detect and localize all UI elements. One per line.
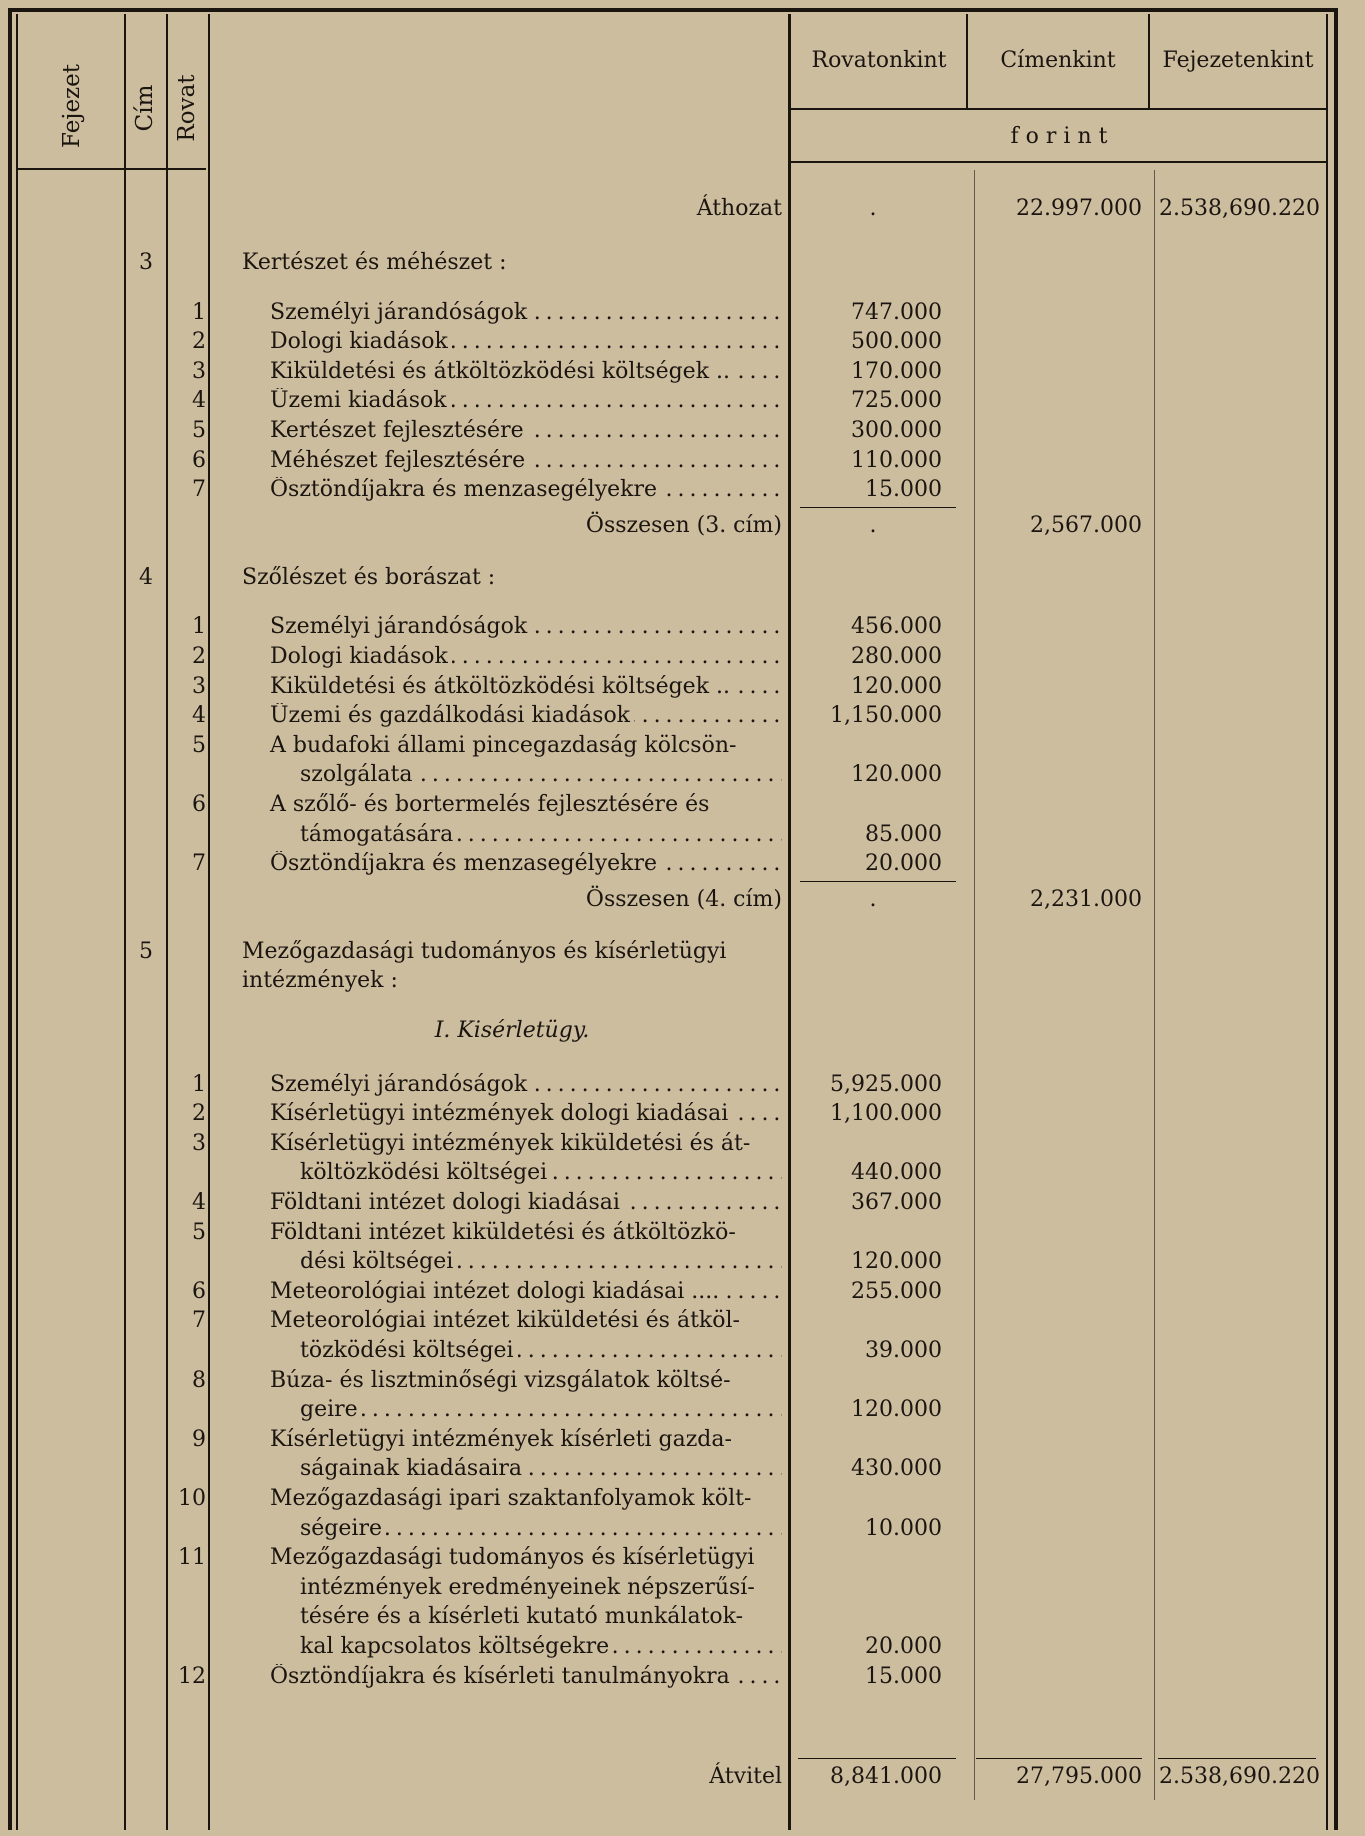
- item-text-line: Méhészet fejlesztésére . . .: [270, 448, 782, 474]
- item-value: 367.000: [851, 1190, 942, 1215]
- item-value: 120.000: [851, 762, 942, 788]
- item-text-line: ságainak kiadásaira . . .: [300, 1456, 782, 1482]
- item-text-line: Dologi kiadások . . .: [270, 644, 782, 670]
- header-rovatonkint: Rovatonkint: [811, 48, 947, 73]
- item-value: 20.000: [865, 1634, 942, 1659]
- item-text-line: Mezőgazdasági ipari szaktanfolyamok költ-: [270, 1486, 752, 1511]
- atvitel-rule-fejezet: [1158, 1758, 1316, 1759]
- item-value: 725.000: [851, 388, 942, 414]
- outer-border-left-inner: [16, 14, 18, 1830]
- item-value: 440.000: [851, 1160, 942, 1186]
- header-sub-rule: [790, 108, 1328, 110]
- header-cimenkint: Címenkint: [1000, 48, 1116, 73]
- item-text-line: A szőlő- és bortermelés fejlesztésére és: [270, 792, 710, 817]
- item-rovat-number: 7: [192, 851, 206, 877]
- item-text-line: geire . . .: [300, 1397, 782, 1423]
- item-rovat-number: 5: [192, 732, 206, 758]
- item-rovat-number: 5: [192, 418, 206, 443]
- item-value: 280.000: [851, 644, 942, 669]
- item-text-line: Meteorológiai intézet kiküldetési és átköl-: [270, 1308, 740, 1334]
- item-rovat-number: 5: [192, 1219, 206, 1245]
- col-divider-4: [788, 14, 791, 1830]
- item-text-line: Kiküldetési és átköltözködési költségek .. . . .: [270, 674, 782, 700]
- section-total-label: Összesen (3. cím): [585, 512, 782, 538]
- item-value: 10.000: [865, 1515, 942, 1541]
- item-value: 110.000: [851, 447, 942, 473]
- item-rovat-number: 1: [192, 299, 206, 325]
- item-text-line: tözködési költségei . . .: [300, 1338, 782, 1364]
- atvitel-rovat: 8,841.000: [830, 1764, 942, 1789]
- col-divider-5-body: [974, 170, 975, 1800]
- atvitel-rule-cim: [976, 1758, 1142, 1759]
- item-rovat-number: 3: [192, 358, 206, 384]
- outer-border-top: [8, 8, 1338, 12]
- item-text-line: költözködési költségei . . .: [300, 1160, 782, 1186]
- item-value: 20.000: [865, 851, 942, 877]
- item-value: 15.000: [865, 1663, 942, 1689]
- item-text-line: Mezőgazdasági tudományos és kísérletügyi: [270, 1545, 755, 1571]
- subtotal-rule: [800, 881, 956, 882]
- item-value: 5,925.000: [830, 1071, 942, 1097]
- item-text-line: Személyi járandóságok . . .: [270, 614, 782, 640]
- item-text-line: Dologi kiadások . . .: [270, 329, 782, 355]
- item-rovat-number: 6: [192, 792, 206, 817]
- item-text-line: Személyi járandóságok . . .: [270, 300, 782, 326]
- item-text-line: Ösztöndíjakra és menzasegélyekre . . .: [270, 477, 782, 503]
- item-rovat-number: 4: [192, 703, 206, 729]
- athozat-label: Áthozat: [696, 196, 782, 221]
- item-rovat-number: 3: [192, 1130, 206, 1156]
- item-text-line: Kísérletügyi intézmények kísérleti gazda-: [270, 1426, 732, 1452]
- item-value: 1,100.000: [830, 1101, 942, 1127]
- item-text-line: Üzemi kiadások . . .: [270, 388, 782, 414]
- item-value: 255.000: [851, 1278, 942, 1304]
- item-text-line: Földtani intézet dologi kiadásai . . .: [270, 1190, 782, 1216]
- item-text-line: Búza- és lisztminőségi vizsgálatok költsé-: [270, 1367, 731, 1393]
- header-cim: Cím: [132, 84, 158, 132]
- item-rovat-number: 2: [192, 329, 206, 355]
- item-text-line: Kiküldetési és átköltözködési költségek .. . . .: [270, 359, 782, 385]
- header-currency: f o r i n t: [1010, 124, 1108, 149]
- section-total-label: Összesen (4. cím): [585, 886, 782, 912]
- section-total-rovat: .: [869, 512, 877, 538]
- item-rovat-number: 3: [192, 673, 206, 699]
- header-fejezetenkint: Fejezetenkint: [1162, 48, 1314, 73]
- header-rule-right: [790, 161, 1328, 163]
- atvitel-fejezet: 2.538,690.220: [1159, 1764, 1320, 1789]
- item-text-line: Földtani intézet kiküldetési és átköltözkö-: [270, 1219, 736, 1245]
- item-value: 300.000: [851, 418, 942, 443]
- item-value: 120.000: [851, 1397, 942, 1423]
- atvitel-rule-rovat: [798, 1758, 956, 1759]
- item-value: 39.000: [865, 1338, 942, 1363]
- item-rovat-number: 11: [178, 1545, 206, 1571]
- athozat-fejezet: 2.538,690.220: [1159, 196, 1320, 221]
- section-cim-number: 4: [139, 564, 153, 590]
- item-rovat-number: 7: [192, 1308, 206, 1334]
- item-text-line: Kísérletügyi intézmények dologi kiadásai . . .: [270, 1101, 782, 1127]
- item-text-line: A budafoki állami pincegazdaság kölcsön-: [270, 732, 737, 758]
- item-text-line: Ösztöndíjakra és kísérleti tanulmányokra . . .: [270, 1664, 782, 1690]
- section-title-line: Mezőgazdasági tudományos és kísérletügyi: [242, 938, 727, 964]
- item-text-line: Kísérletügyi intézmények kiküldetési és át-: [270, 1130, 751, 1156]
- item-rovat-number: 2: [192, 1101, 206, 1127]
- col-divider-6-body: [1154, 170, 1155, 1800]
- item-text-line: Kertészet fejlesztésére . . .: [270, 418, 782, 444]
- item-value: 120.000: [851, 673, 942, 699]
- atvitel-label: Átvitel: [709, 1764, 782, 1789]
- item-text-line: szolgálata . . .: [300, 762, 782, 788]
- item-rovat-number: 10: [178, 1486, 206, 1511]
- item-rovat-number: 2: [192, 644, 206, 669]
- item-text-line: Személyi járandóságok . . .: [270, 1072, 782, 1098]
- item-text-line: kal kapcsolatos költségekre . . .: [300, 1634, 782, 1660]
- item-text-line: támogatására . . .: [300, 822, 782, 848]
- item-rovat-number: 12: [178, 1663, 206, 1689]
- item-rovat-number: 6: [192, 447, 206, 473]
- item-value: 456.000: [851, 614, 942, 640]
- col-divider-3: [208, 14, 210, 1830]
- section-subtitle: I. Kisérletügy.: [434, 1018, 590, 1043]
- item-text-line: Ösztöndíjakra és menzasegélyekre . . .: [270, 851, 782, 877]
- item-value: 120.000: [851, 1249, 942, 1275]
- item-rovat-number: 8: [192, 1367, 206, 1393]
- item-rovat-number: 6: [192, 1278, 206, 1304]
- section-total: 2,567.000: [1030, 512, 1142, 538]
- item-text-line: ségeire . . .: [300, 1516, 782, 1542]
- item-value: 1,150.000: [830, 703, 942, 729]
- item-text-line: tésére és a kísérleti kutató munkálatok-: [300, 1604, 744, 1630]
- item-value: 430.000: [851, 1456, 942, 1482]
- header-fejezet: Fejezet: [59, 63, 85, 148]
- item-rovat-number: 1: [192, 614, 206, 640]
- item-text-line: Meteorológiai intézet dologi kiadásai .... . . .: [270, 1279, 782, 1305]
- item-rovat-number: 7: [192, 477, 206, 503]
- header-rovat: Rovat: [174, 74, 200, 142]
- item-value: 747.000: [851, 299, 942, 325]
- item-rovat-number: 1: [192, 1071, 206, 1097]
- item-value: 85.000: [865, 821, 942, 847]
- col-divider-1: [124, 14, 126, 1830]
- outer-border-right-inner: [1326, 14, 1328, 1830]
- athozat-rovat: .: [869, 196, 877, 221]
- section-total: 2,231.000: [1030, 886, 1142, 912]
- atvitel-cim: 27,795.000: [1016, 1764, 1142, 1789]
- section-title: Szőlészet és borászat :: [242, 564, 496, 590]
- section-title-line: intézmények :: [242, 968, 398, 994]
- item-rovat-number: 9: [192, 1426, 206, 1452]
- item-text-line: intézmények eredményeinek népszerűsí-: [300, 1574, 755, 1600]
- item-text-line: dési költségei . . .: [300, 1249, 782, 1275]
- item-text-line: Üzemi és gazdálkodási kiadások . . .: [270, 703, 782, 729]
- athozat-cim: 22.997.000: [1016, 196, 1142, 221]
- item-rovat-number: 4: [192, 388, 206, 414]
- section-cim-number: 3: [139, 250, 153, 275]
- subtotal-rule: [800, 507, 956, 508]
- section-title: Kertészet és méhészet :: [242, 250, 507, 275]
- item-value: 500.000: [851, 329, 942, 355]
- item-value: 170.000: [851, 358, 942, 384]
- outer-border-right: [1334, 8, 1338, 1830]
- section-cim-number: 5: [139, 938, 153, 964]
- section-total-rovat: .: [869, 886, 877, 912]
- item-value: 15.000: [865, 477, 942, 503]
- item-rovat-number: 4: [192, 1190, 206, 1215]
- header-rule-left: [16, 168, 206, 170]
- outer-border-left: [8, 8, 12, 1830]
